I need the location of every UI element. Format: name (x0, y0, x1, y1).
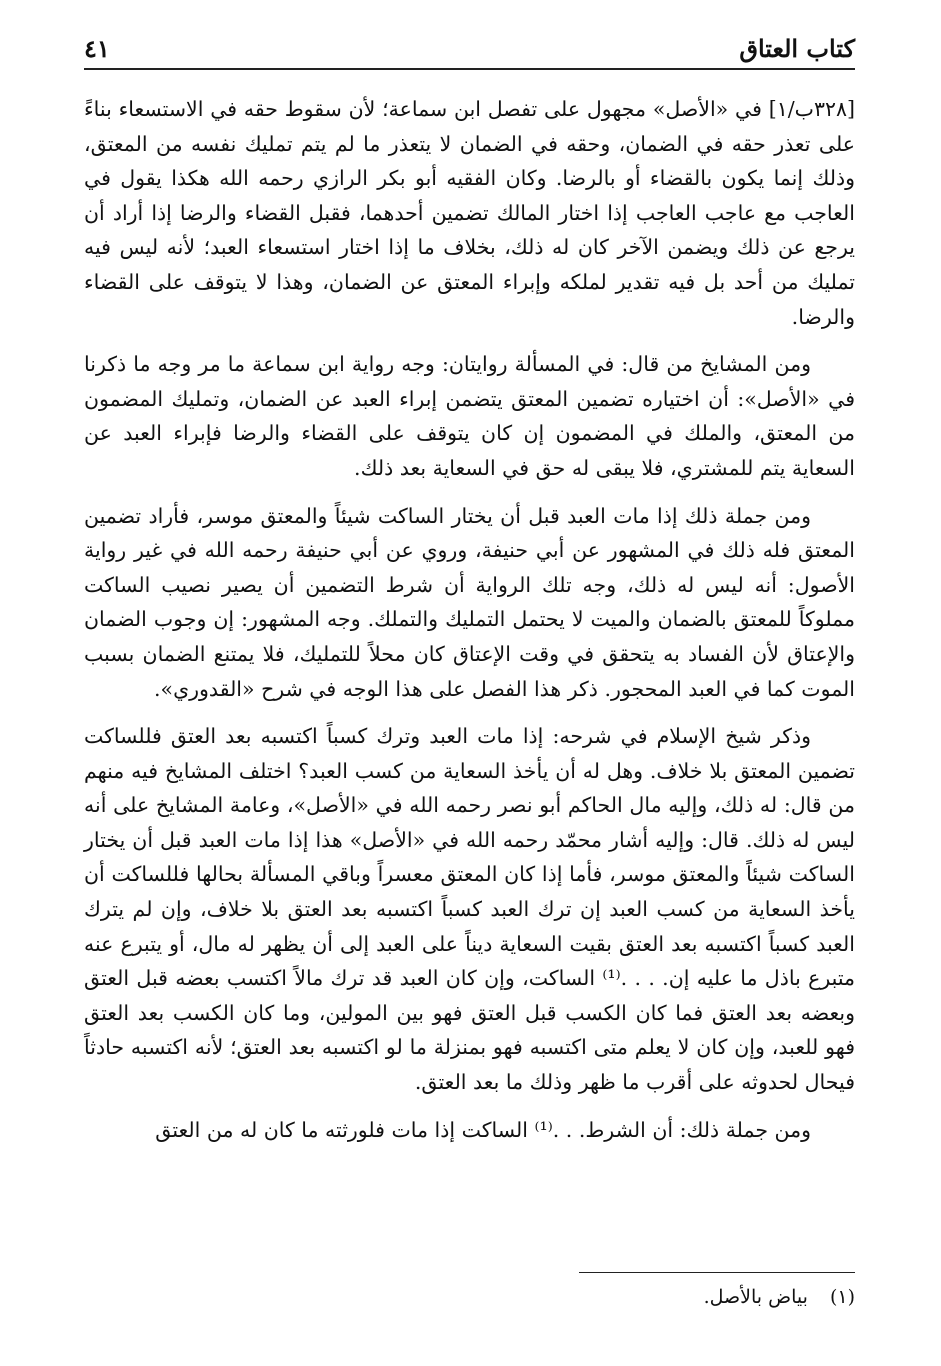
paragraph: ومن جملة ذلك إذا مات العبد قبل أن يختار الساكت شيئاً والمعتق موسر، فأراد تضمين المعتق فله ذلك في المشهور عن أبي حنيفة، وروي عن أبي حنيفة رحمه الله في غير رواية الأصول: أنه ليس له ذلك، وجه تلك الرواية أن شرط التضمين أن يصير نصيب الساكت مملوكاً للمعتق بالضمان والميت لا يحتمل التمليك والتملك. وجه المشهور: إن وجوب الضمان والإعتاق لأن الفساد به يتحقق في وقت الإعتاق كان محلاً للتمليك، فلا يمتنع الضمان بسبب الموت كما في العبد المحجور. ذكر هذا الفصل على هذا الوجه في شرح «القدوري». (84, 503, 855, 701)
page-header (84, 30, 855, 70)
footnote (84, 1282, 855, 1312)
running-title: كتاب العتاق (739, 34, 855, 63)
page-number: ٤١ (84, 34, 110, 63)
body-text (84, 92, 855, 1160)
paragraph: ومن المشايخ من قال: في المسألة روايتان: وجه رواية ابن سماعة ما مر وجه ما ذكرنا في «الأصل»: أن اختياره تضمين المعتق يتضمن إبراء العبد عن الضمان، وتمليك المضمون من المعتق، والملك في المضمون إن كان يتوقف على القضاء والرضا فإبراء العبد عن السعاية يتم للمشتري، فلا يبقى له حق في السعاية بعد ذلك. (84, 352, 855, 480)
paragraph: [٣٢٨ب/١] في «الأصل» مجهول على تفصل ابن سماعة؛ لأن سقوط حقه في الاستسعاء بناءً على تعذر حقه في الضمان، وحقه في الضمان لا يتعذر ما لم يتم تمليك نفسه من المعتق، وذلك إنما يكون بالقضاء أو بالرضا. وكان الفقيه أبو بكر الرازي رحمه الله هكذا يقول في العاجب مع عاجب العاجب إذا اختار المالك تضمين أحدهما، فقبل القضاء والرضا إذا أراد أن يرجع عن ذلك ويضمن الآخر كان له ذلك، بخلاف ما إذا اختار استسعاء العبد؛ لأنه ليس فيه تمليك من أحد بل فيه تقدير لملكه وإبراء المعتق عن الضمان، وهذا لا يتوقف على القضاء والرضا. (84, 97, 855, 329)
footnote-marker: (١) (829, 1286, 855, 1308)
paragraph: وذكر شيخ الإسلام في شرحه: إذا مات العبد وترك كسباً اكتسبه بعد العتق فللساكت تضمين المعتق بلا خلاف. وهل له أن يأخذ السعاية من كسب العبد؟ اختلف المشايخ فيه منهم من قال: له ذلك، وإليه مال الحاكم أبو نصر رحمه الله في «الأصل»، وعامة المشايخ على أنه ليس له ذلك. قال: وإليه أشار محمّد رحمه الله في «الأصل» هذا إذا مات العبد قبل أن يختار الساكت شيئاً والمعتق موسر، فأما إذا كان المعتق معسراً وباقي المسألة بحالها فللساكت أن يأخذ السعاية من كسب العبد إن ترك العبد كسباً اكتسبه بعد العتق بلا خلاف، وإن لم يترك العبد كسباً اكتسبه بعد العتق بقيت السعاية ديناً على العبد إلى أن يظهر له مال، أو يتبرع عنه متبرع باذل ما عليه إن. . . .⁽¹⁾ الساكت، وإن كان العبد قد ترك مالاً اكتسب بعضه قبل العتق وبعضه بعد العتق فما كان الكسب قبل العتق فهو بين المولين، وما كان الكسب بعد العتق فهو للعبد، وإن كان لا يعلم متى اكتسبه فهو بمنزلة ما لو اكتسبه بعد العتق؛ لأنه اكتسبه حادثاً فيحال لحدوثه على أقرب ما ظهر وذلك ما بعد العتق. (84, 724, 855, 1095)
paragraph: ومن جملة ذلك: أن الشرط. . .⁽¹⁾ الساكت إذا مات فلورثته ما كان له من العتق (155, 1117, 811, 1142)
footnote-text: بياض بالأصل. (703, 1286, 808, 1308)
footnote-divider (579, 1272, 855, 1273)
